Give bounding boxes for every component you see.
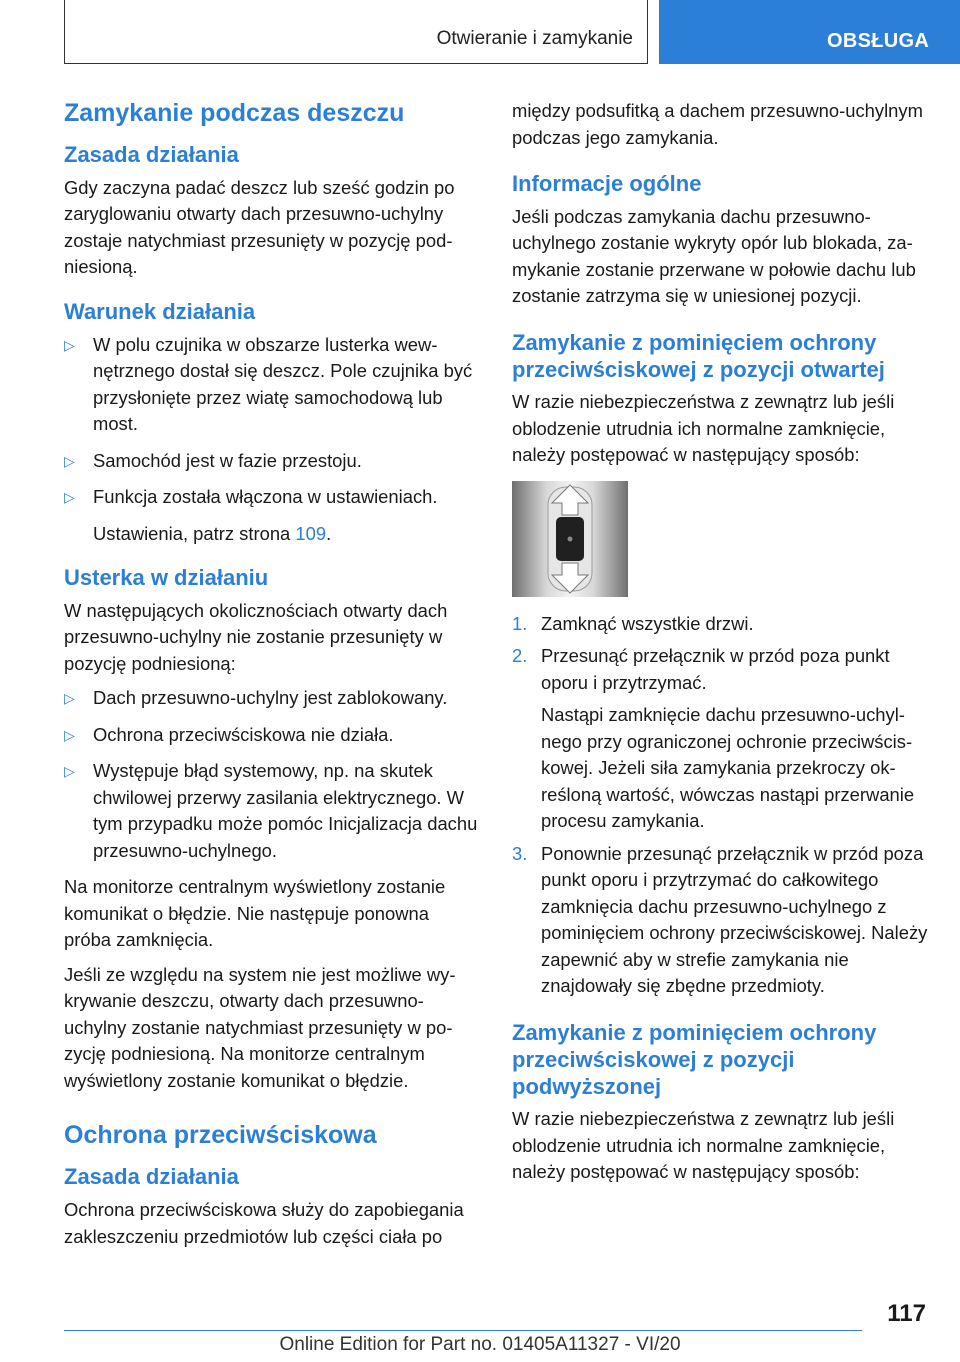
subheading-principle: Zasada działania	[64, 1164, 239, 1190]
subheading-malfunction: Usterka w działaniu	[64, 565, 269, 591]
list-item: ▷ Dach przesuwno-uchylny jest zablokowany.	[64, 685, 480, 712]
paragraph: Jeśli ze względu na system nie jest możliwe wykrywanie deszczu, otwarty dach przesuwno-uchylny zostanie natychmiast przesunięty w pozycję podniesioną. Na monitorze centralnym wyświetlony zostanie komunikat o błędzie.	[64, 963, 456, 1091]
triangle-bullet-icon: ▷	[64, 726, 75, 743]
triangle-bullet-icon: ▷	[64, 452, 75, 469]
paragraph: między podsufitką a dachem przesuwno-uchylnym podczas jego zamykania.	[512, 100, 923, 148]
paragraph: W razie niebezpieczeństwa z zewnątrz lub jeśli oblodzenie utrudnia ich normalne zamknięcie, należy postępować w następujący sposób:	[512, 1108, 895, 1183]
section-heading-rain-closing: Zamykanie podczas deszczu	[64, 99, 405, 127]
malfunction-list	[64, 685, 480, 864]
step-item: 3. Ponownie przesunąć przełącznik w przód poza punkt oporu i przytrzymać do całkowitego zamknięcia dachu przesuwno-uchylnego z pominięciem ochrony przeciwściskowej. Należy zapewnić aby w strefie zamykania nie znajdowały się zbędne przedmioty.	[512, 842, 928, 997]
list-item: ▷ Samochód jest w fazie przestoju.	[64, 448, 480, 475]
triangle-bullet-icon: ▷	[64, 489, 75, 506]
paragraph: Jeśli podczas zamykania dachu przesuwno-uchylnego zostanie wykryty opór lub blokada, zamykanie zostanie przerwane w połowie dachu lub zostanie zatrzyma się w uniesionej pozycji.	[512, 205, 916, 307]
triangle-bullet-icon: ▷	[64, 763, 75, 780]
triangle-bullet-icon: ▷	[64, 336, 75, 353]
paragraph: Na monitorze centralnym wyświetlony zostanie komunikat o błędzie. Nie następuje ponowna próba zamknięcia.	[64, 876, 446, 951]
paragraph: W razie niebezpieczeństwa z zewnątrz lub jeśli oblodzenie utrudnia ich normalne zamknięcie, należy postępować w następujący sposób:	[512, 391, 895, 466]
subheading-close-from-raised: Zamykanie z pominięciem ochrony przeciwściskowej z pozycji podwyższonej	[512, 1019, 877, 1099]
settings-reference: Ustawienia, patrz strona 109.	[93, 522, 332, 544]
subheading-general-info: Informacje ogólne	[512, 171, 702, 196]
paragraph: W następujących okolicznościach otwarty dach przesuwno-uchylny nie zostanie przesunięty w pozycję podniesioną:	[64, 599, 448, 674]
header-title: Otwieranie i zamykanie	[436, 28, 633, 49]
paragraph: Gdy zaczyna padać deszcz lub sześć godzin po zaryglowaniu otwarty dach przesuwno-uchylny zostaje natychmiast przesunięty w pozycję podniesioną.	[64, 176, 455, 278]
subheading-condition: Warunek działania	[64, 298, 256, 324]
page-link[interactable]: 109	[295, 522, 327, 544]
triangle-bullet-icon: ▷	[64, 690, 75, 707]
section-heading-anti-pinch: Ochrona przeciwściskowa	[64, 1121, 377, 1150]
paragraph: Ochrona przeciwściskowa służy do zapobiegania zakleszczeniu przedmiotów lub części ciała po	[64, 1199, 464, 1247]
subheading-principle: Zasada działania	[64, 142, 239, 167]
list-item: ▷ W polu czujnika w obszarze lusterka wewnętrznego dostał się deszcz. Pole czujnika być przysłonięte przez wiatę samochodową lub most.	[64, 333, 473, 435]
list-item: ▷ Występuje błąd systemowy, np. na skutek chwilowej przerwy zasilania elektrycznego. W tym przypadku może pomóc Inicjalizacja dachu przesuwno-uchylnego.	[64, 760, 478, 861]
subheading-close-from-open: Zamykanie z pominięciem ochrony przeciwściskowej z pozycji otwartej	[512, 329, 885, 382]
left-column	[64, 98, 480, 1258]
condition-list	[64, 332, 480, 511]
footer-edition: Online Edition for Part no. 01405A11327 - VI/20	[279, 1334, 681, 1355]
page-number: 117	[887, 1300, 926, 1327]
list-item: ▷ Funkcja została włączona w ustawieniach.	[64, 484, 480, 511]
footer-divider	[64, 1330, 862, 1331]
switch-image-icon	[512, 481, 628, 597]
right-column	[512, 98, 928, 1194]
steps-list	[512, 611, 928, 1000]
step-item: 1. Zamknąć wszystkie drzwi.	[512, 612, 754, 634]
step-continuation: Nastąpi zamknięcie dachu przesuwno-uchylnego przy ograniczonej ochronie przeciwściskowej. Jeżeli siła zamykania przekroczy określoną wartość, wówczas nastąpi przerwanie procesu zamykania.	[541, 704, 915, 832]
list-item: ▷ Ochrona przeciwściskowa nie działa.	[64, 722, 480, 749]
section-tab[interactable]: OBSŁUGA	[659, 0, 960, 64]
roof-switch-illustration	[512, 481, 628, 597]
step-item: 2. Przesunąć przełącznik w przód poza punkt oporu i przytrzymać. Nastąpi zamknięcie dachu przesuwno-uchylnego przy ograniczonej ochronie przeciwściskowej. Jeżeli siła zamykania przekroczy określoną wartość, wówczas nastąpi przerwanie procesu zamykania.	[512, 643, 928, 835]
header-frame	[64, 0, 648, 64]
